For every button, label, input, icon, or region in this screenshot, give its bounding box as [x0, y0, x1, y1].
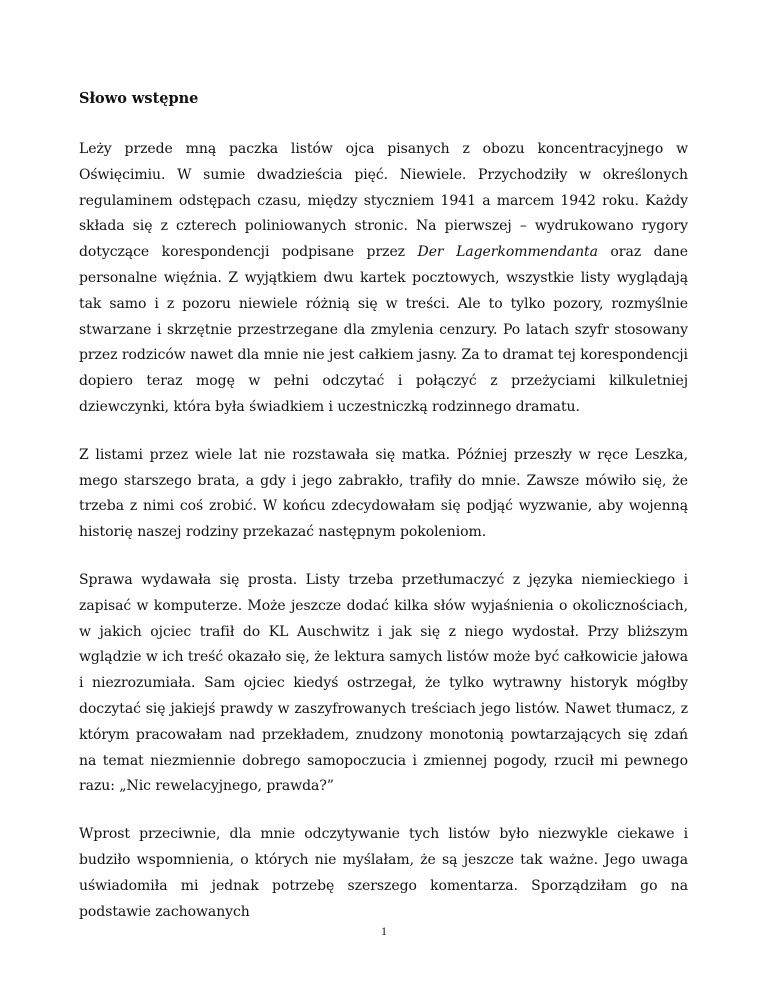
paragraph-text: Leży przede mną paczka listów ojca pisanych z obozu koncentracyjnego w Oświęcimiu. W sumie dwadzieścia pięć. Niewiele. Przychodziły w określonych regulaminem odstępach czasu, między styczniem 1941 a marcem 1942 roku. Każdy składa się z czterech poliniowanych stronic. Na pierwszej – wydrukowano rygory dotyczące korespondencji podpisane przez	[79, 141, 688, 261]
paragraph-text: Sprawa wydawała się prosta. Listy trzeba przetłumaczyć z języka niemieckiego i zapisać w komputerze. Może jeszcze dodać kilka słów wyjaśnienia o okolicznościach, w jakich ojciec trafił do KL Auschwitz i jak się z niego wydostał. Przy bliższym wglądzie w ich treść okazało się, że lektura samych listów może być całkowicie jałowa i niezrozumiała. Sam ojciec kiedyś ostrzegał, że tylko wytrawny historyk mógłby doczytać się jakiejś prawdy w zaszyfrowanych treściach jego listów. Nawet tłumacz, z którym pracowałam nad przekładem, znudzony monotonią powtarzających się zdań na temat niezmiennie dobrego samopoczucia i zmiennej pogody, rzucił mi pewnego razu: „Nic rewelacyjnego, prawda?”	[79, 571, 688, 795]
italic-text: Der Lagerkommendanta	[417, 244, 598, 261]
page-number: 1	[381, 924, 387, 938]
paragraph-4	[79, 822, 688, 925]
paragraph-text: Z listami przez wiele lat nie rozstawała się matka. Później przeszły w ręce Leszka, mego starszego brata, a gdy i jego zabrakło, trafiły do mnie. Zawsze mówiło się, że trzeba z nimi coś zrobić. W końcu zdecydowałam się podjąć wyzwanie, aby wojenną historię naszej rodziny przekazać następnym pokoleniom.	[79, 446, 688, 541]
paragraph-text: oraz dane personalne więźnia. Z wyjątkiem dwu kartek pocztowych, wszystkie listy wyglądają tak samo i z pozoru niewiele różnią się w treści. Ale to tylko pozory, rozmyślnie stwarzane i skrzętnie przestrzegane dla zmylenia cenzury. Po latach szyfr stosowany przez rodziców nawet dla mnie nie jest całkiem jasny. Za to dramat tej korespondencji dopiero teraz mogę w pełni odczytać i połączyć z przeżyciami kilkuletniej dziewczynki, która była świadkiem i uczestniczką rodzinnego dramatu.	[79, 244, 688, 415]
paragraph-2	[79, 443, 688, 546]
paragraph-text: Wprost przeciwnie, dla mnie odczytywanie tych listów było niezwykle ciekawe i budziło wspomnienia, o których nie myślałam, że są jeszcze tak ważne. Jego uwaga uświadomiła mi jednak potrzebę szerszego komentarza. Sporządziłam go na podstawie zachowanych	[79, 826, 688, 920]
document-title: Słowo wstępne	[79, 90, 199, 107]
document-body	[79, 84, 688, 925]
paragraph-3	[79, 568, 688, 800]
paragraph-1	[79, 137, 688, 421]
